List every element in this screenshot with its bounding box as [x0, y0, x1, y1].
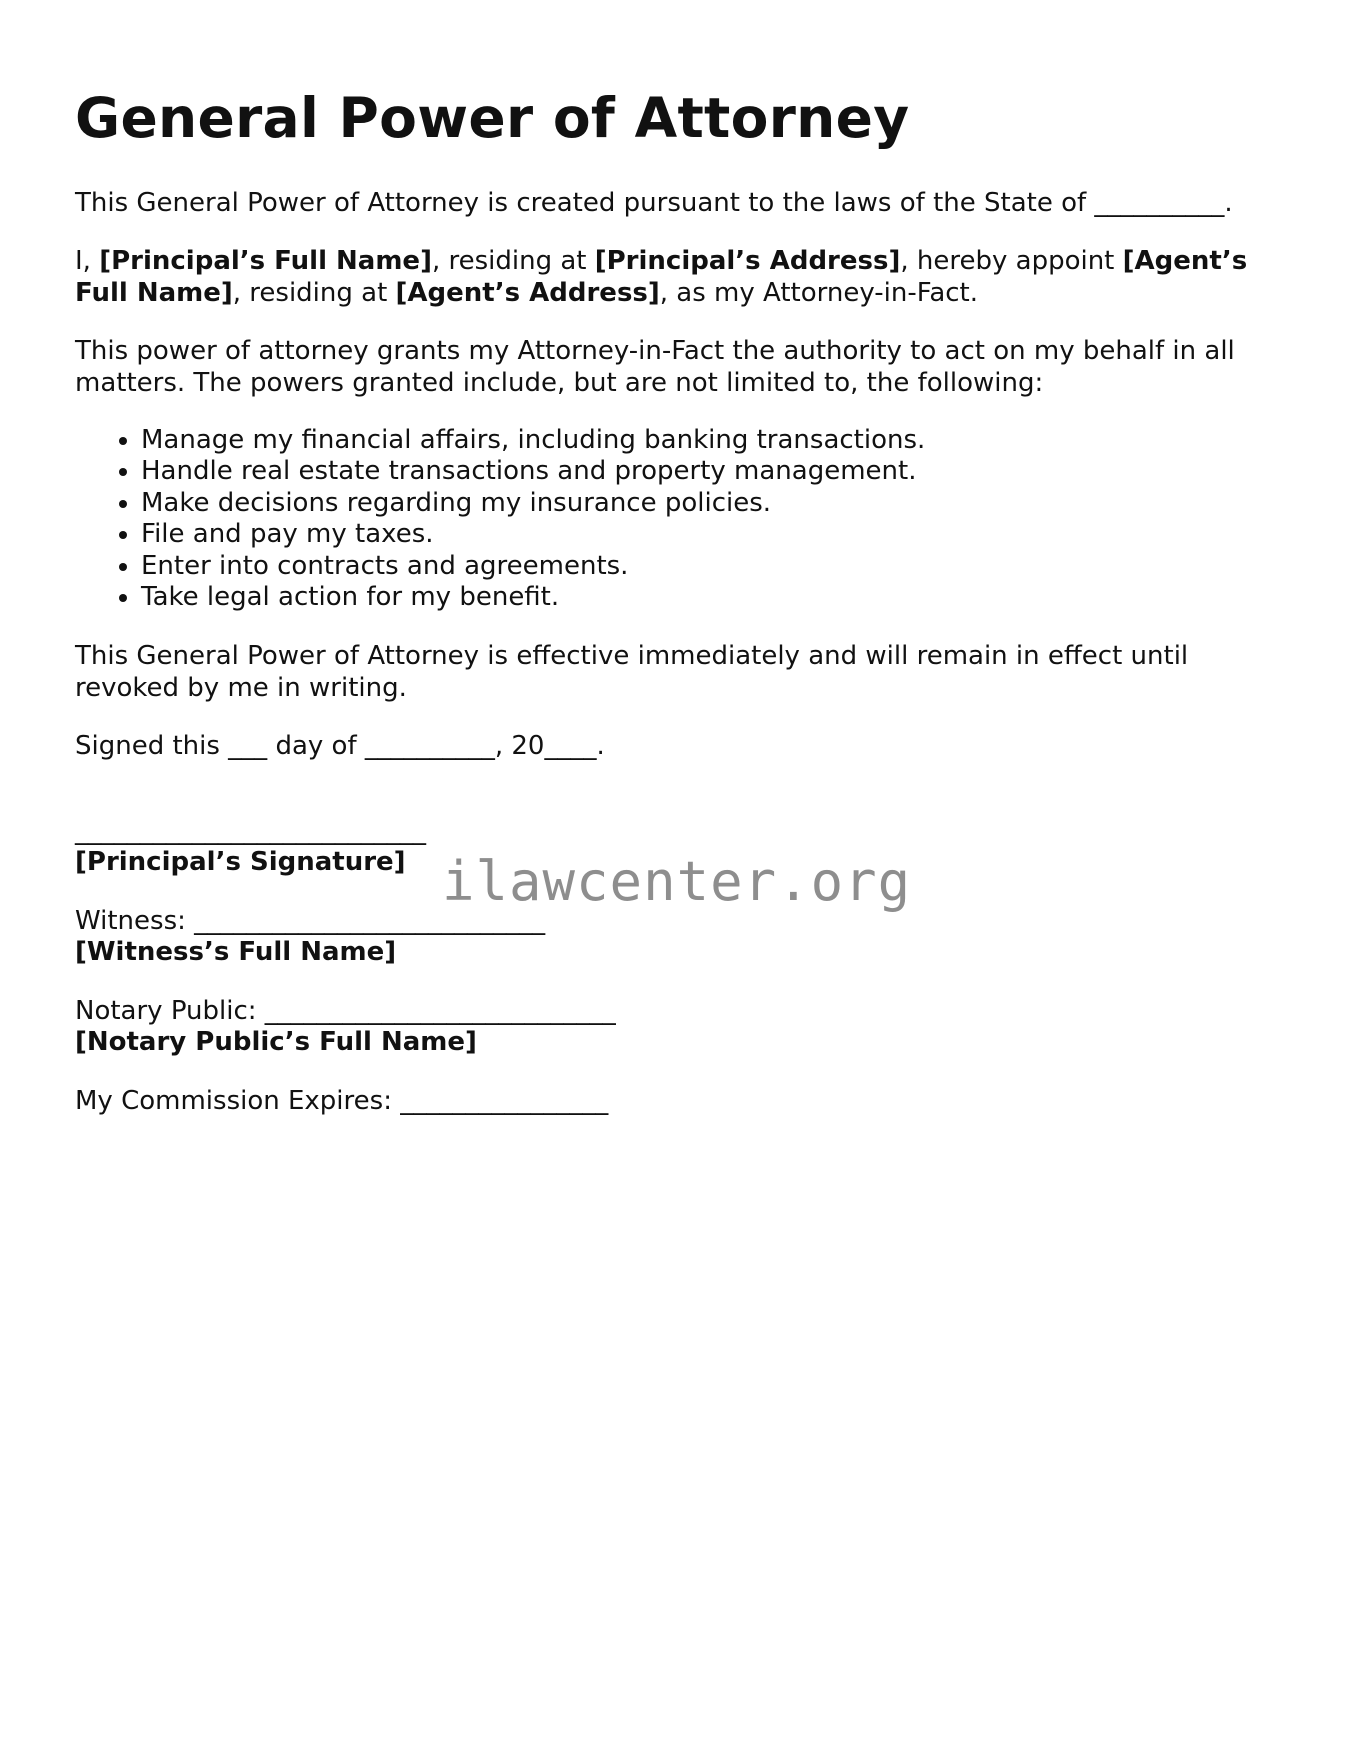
document-title: General Power of Attorney — [75, 86, 910, 150]
document-page — [75, 88, 1285, 1117]
agent-address-placeholder: [Agent’s Address] — [395, 277, 660, 308]
appointment-paragraph — [75, 245, 1285, 309]
list-item: • Make decisions regarding my insurance policies. — [141, 488, 1285, 520]
witness-line: Witness: ___________________________ — [75, 905, 546, 936]
appointment-text-2: , residing at — [431, 245, 595, 276]
intro-paragraph: This General Power of Attorney is created pursuant to the laws of the State of __________. — [75, 187, 1233, 218]
principal-signature-label-text: [Principal’s Signature] — [75, 846, 406, 877]
notary-label-text: [Notary Public’s Full Name] — [75, 1026, 477, 1057]
principal-name-placeholder: [Principal’s Full Name] — [99, 245, 432, 276]
appointment-text-4: , residing at — [232, 277, 396, 308]
agent-name-placeholder: [Agent’s Full Name] — [75, 245, 1248, 308]
principal-signature-line: ___________________________ — [75, 815, 426, 846]
signed-date-line: Signed this ___ day of __________, 20____. — [75, 730, 605, 761]
principal-address-placeholder: [Principal’s Address] — [594, 245, 901, 276]
watermark: ilawcenter.org — [442, 850, 912, 913]
grant-paragraph: This power of attorney grants my Attorney-in-Fact the authority to act on my behalf in all matters. The powers granted include, but are not limited to, the following: — [75, 335, 1235, 398]
notary-line: Notary Public: ___________________________ — [75, 995, 616, 1026]
powers-list — [75, 425, 1285, 614]
list-item: • File and pay my taxes. — [141, 519, 1285, 551]
witness-label-text: [Witness’s Full Name] — [75, 936, 397, 967]
list-item: • Enter into contracts and agreements. — [141, 551, 1285, 583]
list-item: • Manage my financial affairs, including banking transactions. — [141, 425, 1285, 457]
commission-expires-line: My Commission Expires: ________________ — [75, 1085, 609, 1116]
notary-label — [75, 1027, 1285, 1058]
list-item: • Handle real estate transactions and property management. — [141, 456, 1285, 488]
appointment-text-5: , as my Attorney-in-Fact. — [659, 277, 979, 308]
effective-paragraph: This General Power of Attorney is effective immediately and will remain in effect until revoked by me in writing. — [75, 640, 1189, 703]
appointment-text-3: , hereby appoint — [900, 245, 1123, 276]
witness-label — [75, 937, 1285, 968]
list-item: • Take legal action for my benefit. — [141, 582, 1285, 614]
appointment-text-1: I, — [75, 245, 100, 276]
